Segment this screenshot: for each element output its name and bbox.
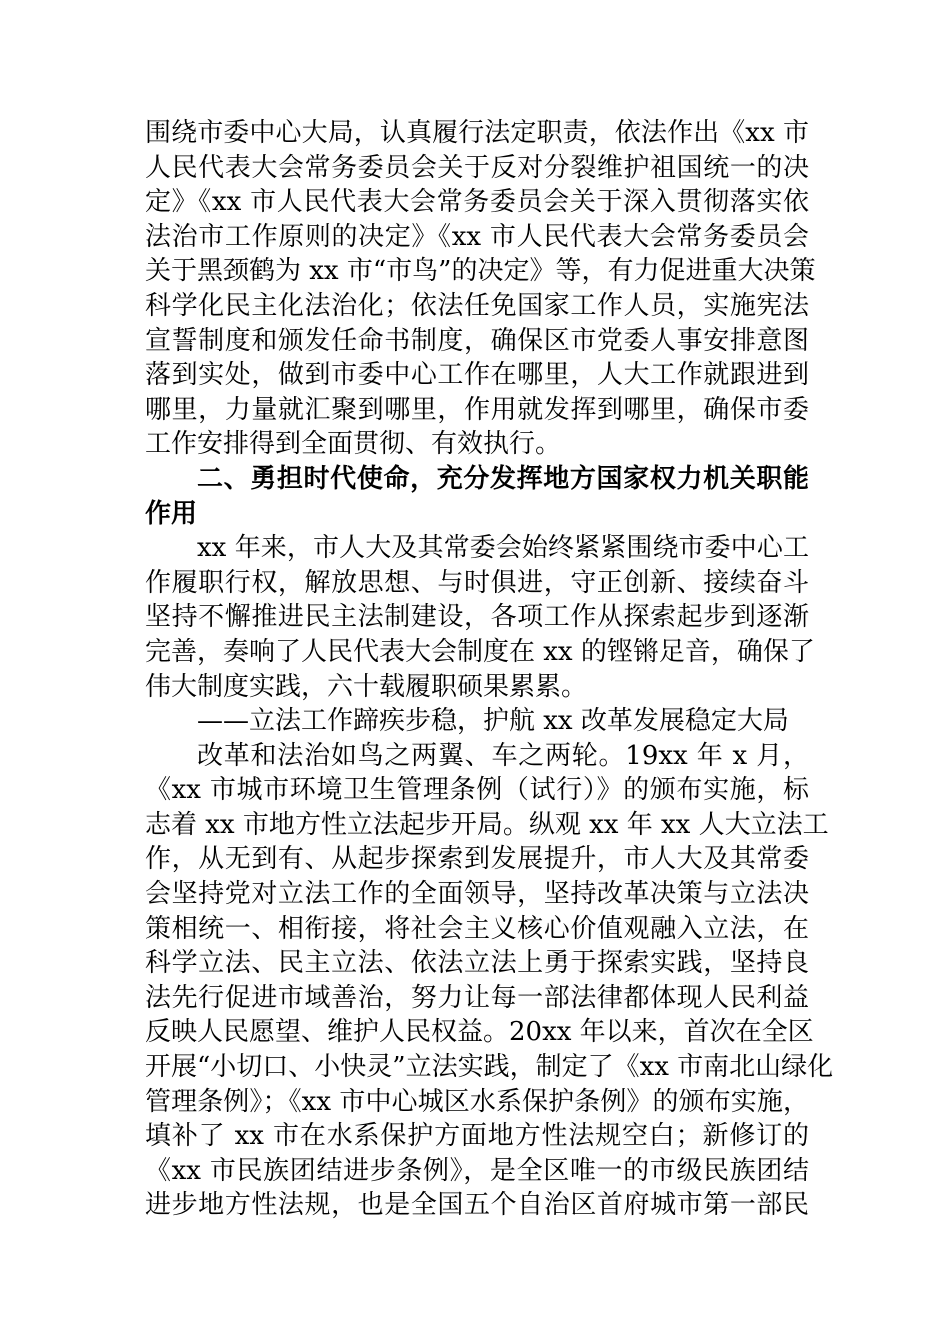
text-line: 填补了 xx 市在水系保护方面地方性法规空白；新修订的: [145, 1121, 809, 1152]
subsection-heading: ——立法工作蹄疾步稳，护航 xx 改革发展稳定大局: [197, 706, 789, 737]
text-line: 关于黑颈鹤为 xx 市“市鸟”的决定》等，有力促进重大决策: [145, 256, 816, 287]
text-line: 作，从无到有、从起步探索到发展提升，市人大及其常委: [145, 844, 809, 875]
text-line: 法先行促进市域善治，努力让每一部法律都体现人民利益: [145, 982, 809, 1013]
text-line: 法治市工作原则的决定》《xx 市人民代表大会常务委员会: [145, 221, 809, 252]
text-line: 作履职行权，解放思想、与时俱进，守正创新、接续奋斗: [145, 567, 809, 598]
body-text: [145, 116, 834, 1223]
text-line: 哪里，力量就汇聚到哪里，作用就发挥到哪里，确保市委: [145, 394, 809, 425]
text-line: 《xx 市民族团结进步条例》，是全区唯一的市级民族团结: [145, 1155, 809, 1186]
text-line: 开展“小切口、小快灵”立法实践，制定了《xx 市南北山绿化: [145, 1052, 834, 1083]
paragraph-start: 改革和法治如鸟之两翼、车之两轮。19xx 年 x 月，: [197, 740, 809, 771]
text-line: 反映人民愿望、维护人民权益。20xx 年以来，首次在全区: [145, 1017, 814, 1048]
text-line: 完善，奏响了人民代表大会制度在 xx 的铿锵足音，确保了: [145, 636, 815, 667]
text-line: 科学化民主化法治化；依法任免国家工作人员，实施宪法: [145, 290, 809, 321]
text-line: 伟大制度实践，六十载履职硕果累累。: [145, 671, 588, 702]
section-heading-continuation: 作用: [145, 498, 198, 529]
text-line: 会坚持党对立法工作的全面领导，坚持改革决策与立法决: [145, 879, 809, 910]
section-heading: 二、勇担时代使命，充分发挥地方国家权力机关职能: [197, 463, 809, 494]
text-line: 进步地方性法规，也是全国五个自治区首府城市第一部民: [145, 1190, 809, 1221]
text-line: 志着 xx 市地方性立法起步开局。纵观 xx 年 xx 人大立法工: [145, 809, 829, 840]
text-line: 人民代表大会常务委员会关于反对分裂维护祖国统一的决: [145, 152, 809, 183]
text-line: 《xx 市城市环境卫生管理条例（试行）》的颁布实施，标: [145, 775, 809, 806]
paragraph-start: xx 年来，市人大及其常委会始终紧紧围绕市委中心工: [197, 533, 809, 564]
text-line: 宣誓制度和颁发任命书制度，确保区市党委人事安排意图: [145, 325, 809, 356]
text-line: 坚持不懈推进民主法制建设，各项工作从探索起步到逐渐: [145, 602, 809, 633]
text-line: 管理条例》；《xx 市中心城区水系保护条例》的颁布实施，: [145, 1086, 809, 1117]
text-line: 科学立法、民主立法、依法立法上勇于探索实践，坚持良: [145, 948, 809, 979]
text-line: 定》《xx 市人民代表大会常务委员会关于深入贯彻落实依: [145, 187, 809, 218]
text-line: 工作安排得到全面贯彻、有效执行。: [145, 429, 562, 460]
text-line: 围绕市委中心大局，认真履行法定职责，依法作出《xx 市: [145, 118, 809, 148]
text-line: 落到实处，做到市委中心工作在哪里，人大工作就跟进到: [145, 360, 809, 391]
text-line: 策相统一、相衔接，将社会主义核心价值观融入立法，在: [145, 913, 809, 944]
